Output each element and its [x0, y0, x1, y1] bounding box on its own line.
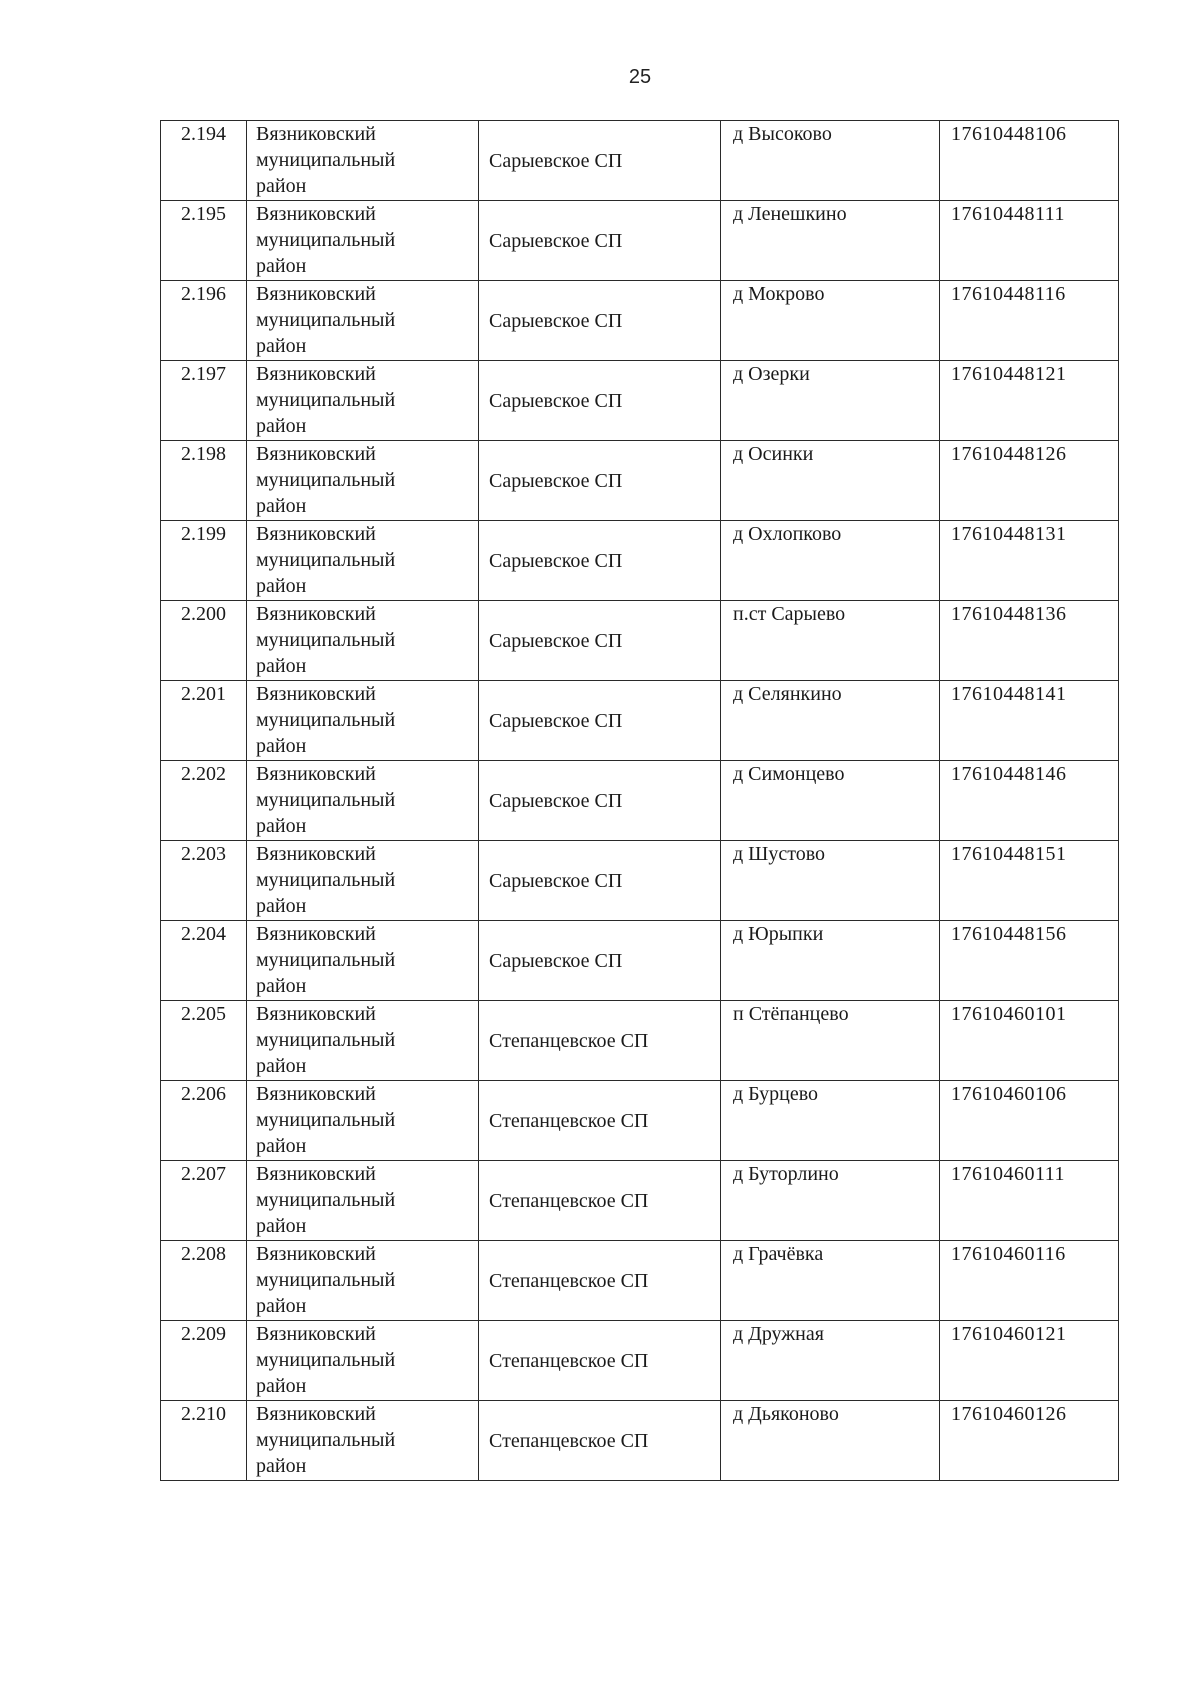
district-cell — [247, 921, 479, 1001]
district-line: Вязниковский — [256, 283, 376, 305]
district-line: муниципальный — [256, 1349, 396, 1371]
settlement-cell: Степанцевское СП — [479, 1241, 721, 1321]
row-number-cell: 2.194 — [161, 121, 247, 201]
district-line: муниципальный — [256, 309, 396, 331]
district-cell — [247, 841, 479, 921]
district-cell — [247, 761, 479, 841]
district-line: муниципальный — [256, 1029, 396, 1051]
district-cell — [247, 361, 479, 441]
row-number-cell: 2.210 — [161, 1401, 247, 1481]
locality-cell: д Юрыпки — [721, 921, 940, 1001]
district-line: район — [256, 655, 307, 677]
locality-cell: д Бурцево — [721, 1081, 940, 1161]
table-row — [161, 441, 1119, 521]
district-line: район — [256, 1455, 307, 1477]
district-line: район — [256, 575, 307, 597]
oktmo-code-cell: 17610448116 — [940, 281, 1119, 361]
district-line: муниципальный — [256, 1429, 396, 1451]
oktmo-code-cell: 17610460101 — [940, 1001, 1119, 1081]
locality-cell: д Грачёвка — [721, 1241, 940, 1321]
locality-cell: д Ленешкино — [721, 201, 940, 281]
table-body — [161, 121, 1119, 1481]
row-number-cell: 2.197 — [161, 361, 247, 441]
settlement-cell: Сарыевское СП — [479, 601, 721, 681]
table-row — [161, 361, 1119, 441]
locality-cell: д Озерки — [721, 361, 940, 441]
row-number-cell: 2.205 — [161, 1001, 247, 1081]
locality-cell: д Высоково — [721, 121, 940, 201]
settlement-cell: Сарыевское СП — [479, 521, 721, 601]
locality-cell: д Буторлино — [721, 1161, 940, 1241]
district-line: Вязниковский — [256, 843, 376, 865]
district-line: район — [256, 975, 307, 997]
table-row — [161, 841, 1119, 921]
settlement-cell: Сарыевское СП — [479, 921, 721, 1001]
district-line: муниципальный — [256, 469, 396, 491]
district-line: муниципальный — [256, 629, 396, 651]
settlement-cell: Сарыевское СП — [479, 841, 721, 921]
district-cell — [247, 601, 479, 681]
row-number-cell: 2.202 — [161, 761, 247, 841]
district-cell — [247, 1001, 479, 1081]
district-line: Вязниковский — [256, 683, 376, 705]
district-line: муниципальный — [256, 709, 396, 731]
row-number-cell: 2.201 — [161, 681, 247, 761]
district-line: район — [256, 1055, 307, 1077]
row-number-cell: 2.206 — [161, 1081, 247, 1161]
row-number-cell: 2.209 — [161, 1321, 247, 1401]
district-line: Вязниковский — [256, 203, 376, 225]
locality-cell: д Симонцево — [721, 761, 940, 841]
settlement-cell: Сарыевское СП — [479, 121, 721, 201]
oktmo-code-cell: 17610448141 — [940, 681, 1119, 761]
district-cell — [247, 121, 479, 201]
row-number-cell: 2.203 — [161, 841, 247, 921]
oktmo-code-cell: 17610448156 — [940, 921, 1119, 1001]
settlement-cell: Степанцевское СП — [479, 1081, 721, 1161]
table-row — [161, 1401, 1119, 1481]
settlement-cell: Степанцевское СП — [479, 1321, 721, 1401]
district-line: Вязниковский — [256, 363, 376, 385]
district-cell — [247, 1401, 479, 1481]
district-cell — [247, 1241, 479, 1321]
settlement-cell: Сарыевское СП — [479, 441, 721, 521]
district-line: Вязниковский — [256, 1243, 376, 1265]
district-line: район — [256, 495, 307, 517]
locality-cell: д Осинки — [721, 441, 940, 521]
table-row — [161, 601, 1119, 681]
settlement-cell: Степанцевское СП — [479, 1401, 721, 1481]
district-line: Вязниковский — [256, 1083, 376, 1105]
district-line: муниципальный — [256, 789, 396, 811]
table-row — [161, 521, 1119, 601]
district-line: район — [256, 735, 307, 757]
district-line: район — [256, 815, 307, 837]
table-row — [161, 921, 1119, 1001]
district-cell — [247, 681, 479, 761]
row-number-cell: 2.195 — [161, 201, 247, 281]
district-line: район — [256, 175, 307, 197]
district-line: Вязниковский — [256, 603, 376, 625]
table-row — [161, 681, 1119, 761]
district-cell — [247, 281, 479, 361]
district-cell — [247, 441, 479, 521]
table-row — [161, 1161, 1119, 1241]
locality-cell: п Стёпанцево — [721, 1001, 940, 1081]
locality-cell: д Мокрово — [721, 281, 940, 361]
district-line: Вязниковский — [256, 123, 376, 145]
district-line: муниципальный — [256, 1109, 396, 1131]
district-cell — [247, 521, 479, 601]
district-line: Вязниковский — [256, 1323, 376, 1345]
row-number-cell: 2.207 — [161, 1161, 247, 1241]
district-line: район — [256, 415, 307, 437]
district-line: район — [256, 1295, 307, 1317]
row-number-cell: 2.199 — [161, 521, 247, 601]
district-line: район — [256, 895, 307, 917]
settlement-cell: Сарыевское СП — [479, 361, 721, 441]
settlements-table — [160, 120, 1119, 1481]
oktmo-code-cell: 17610448126 — [940, 441, 1119, 521]
table-row — [161, 121, 1119, 201]
oktmo-code-cell: 17610448151 — [940, 841, 1119, 921]
district-line: Вязниковский — [256, 1163, 376, 1185]
locality-cell: д Дьяконово — [721, 1401, 940, 1481]
locality-cell: п.ст Сарыево — [721, 601, 940, 681]
settlement-cell: Степанцевское СП — [479, 1161, 721, 1241]
district-cell — [247, 1081, 479, 1161]
locality-cell: д Селянкино — [721, 681, 940, 761]
table-row — [161, 1241, 1119, 1321]
district-line: муниципальный — [256, 1189, 396, 1211]
district-line: Вязниковский — [256, 523, 376, 545]
district-cell — [247, 1321, 479, 1401]
page-number: 25 — [628, 66, 652, 88]
district-line: Вязниковский — [256, 1403, 376, 1425]
district-line: район — [256, 1135, 307, 1157]
settlement-cell: Сарыевское СП — [479, 681, 721, 761]
locality-cell: д Дружная — [721, 1321, 940, 1401]
district-line: район — [256, 255, 307, 277]
oktmo-code-cell: 17610448131 — [940, 521, 1119, 601]
row-number-cell: 2.198 — [161, 441, 247, 521]
settlement-cell: Сарыевское СП — [479, 281, 721, 361]
locality-cell: д Шустово — [721, 841, 940, 921]
locality-cell: д Охлопково — [721, 521, 940, 601]
row-number-cell: 2.200 — [161, 601, 247, 681]
district-line: муниципальный — [256, 949, 396, 971]
oktmo-code-cell: 17610460116 — [940, 1241, 1119, 1321]
settlement-cell: Сарыевское СП — [479, 201, 721, 281]
district-line: муниципальный — [256, 869, 396, 891]
row-number-cell: 2.208 — [161, 1241, 247, 1321]
table-row — [161, 281, 1119, 361]
table-row — [161, 201, 1119, 281]
district-line: Вязниковский — [256, 763, 376, 785]
settlement-cell: Степанцевское СП — [479, 1001, 721, 1081]
oktmo-code-cell: 17610460121 — [940, 1321, 1119, 1401]
oktmo-code-cell: 17610448106 — [940, 121, 1119, 201]
district-line: Вязниковский — [256, 923, 376, 945]
oktmo-code-cell: 17610448111 — [940, 201, 1119, 281]
district-line: район — [256, 1375, 307, 1397]
oktmo-code-cell: 17610460111 — [940, 1161, 1119, 1241]
district-line: район — [256, 335, 307, 357]
oktmo-code-cell: 17610460106 — [940, 1081, 1119, 1161]
district-line: Вязниковский — [256, 1003, 376, 1025]
table-row — [161, 1321, 1119, 1401]
district-cell — [247, 1161, 479, 1241]
row-number-cell: 2.196 — [161, 281, 247, 361]
district-line: муниципальный — [256, 1269, 396, 1291]
table-row — [161, 1001, 1119, 1081]
district-line: район — [256, 1215, 307, 1237]
oktmo-code-cell: 17610460126 — [940, 1401, 1119, 1481]
row-number-cell: 2.204 — [161, 921, 247, 1001]
oktmo-code-cell: 17610448146 — [940, 761, 1119, 841]
district-line: муниципальный — [256, 229, 396, 251]
district-cell — [247, 201, 479, 281]
district-line: муниципальный — [256, 549, 396, 571]
district-line: муниципальный — [256, 389, 396, 411]
district-line: муниципальный — [256, 149, 396, 171]
oktmo-code-cell: 17610448121 — [940, 361, 1119, 441]
table-row — [161, 761, 1119, 841]
district-line: Вязниковский — [256, 443, 376, 465]
settlement-cell: Сарыевское СП — [479, 761, 721, 841]
table-row — [161, 1081, 1119, 1161]
oktmo-code-cell: 17610448136 — [940, 601, 1119, 681]
